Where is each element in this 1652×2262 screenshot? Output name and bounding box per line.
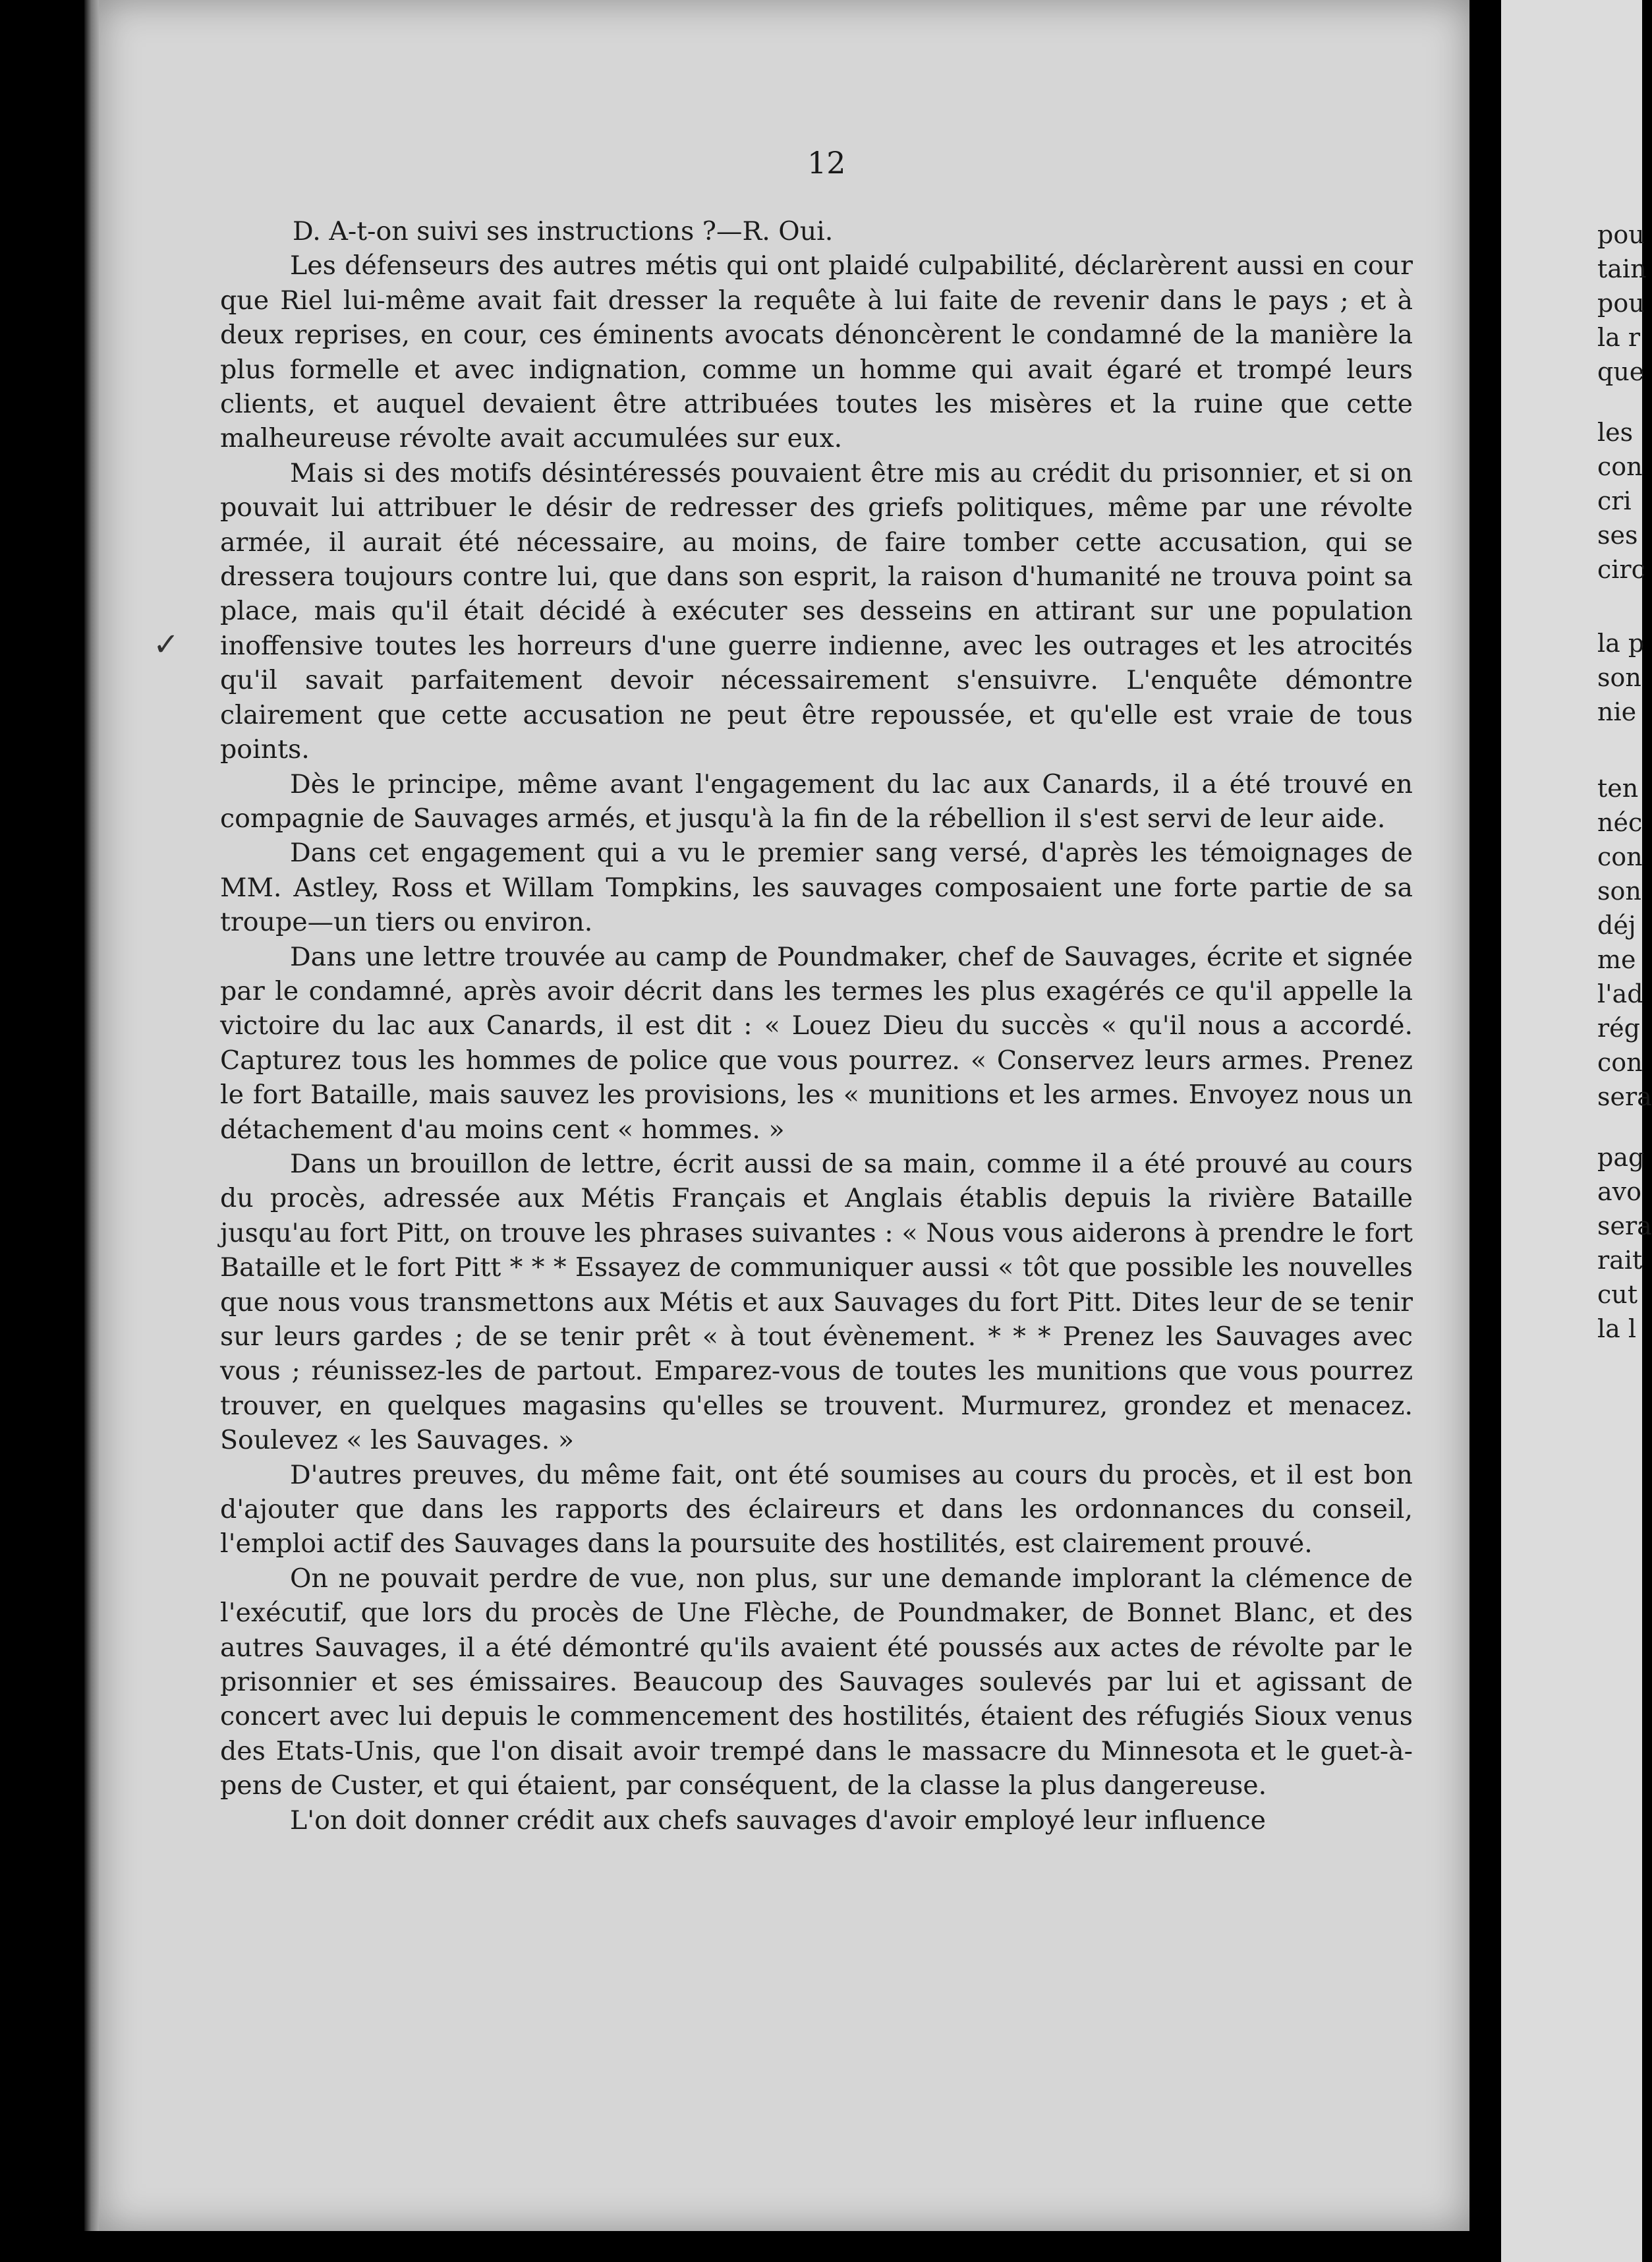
facing-line: cut bbox=[1597, 1280, 1638, 1309]
facing-line: cri bbox=[1597, 486, 1632, 515]
book-gutter bbox=[1469, 0, 1501, 2262]
facing-line: avo bbox=[1597, 1177, 1642, 1206]
facing-line: nie bbox=[1597, 697, 1637, 726]
margin-check-mark: ✓ bbox=[153, 626, 180, 663]
facing-line: ten bbox=[1597, 774, 1639, 803]
facing-line: con bbox=[1597, 452, 1643, 481]
facing-line: que bbox=[1597, 357, 1645, 386]
facing-line: pou bbox=[1597, 289, 1645, 318]
page-body-text bbox=[220, 214, 1413, 1838]
facing-line: con bbox=[1597, 842, 1643, 871]
facing-line: la r bbox=[1597, 323, 1641, 352]
facing-line: l'ad bbox=[1597, 979, 1643, 1008]
facing-line: sera bbox=[1597, 1082, 1652, 1111]
facing-line: pou bbox=[1597, 220, 1645, 249]
facing-line: rait bbox=[1597, 1246, 1643, 1275]
facing-line: néc bbox=[1597, 808, 1643, 837]
facing-line: sera bbox=[1597, 1211, 1652, 1240]
facing-line: son bbox=[1597, 663, 1641, 692]
paragraph: D'autres preuves, du même fait, ont été soumises au cours du procès, et il est bon d'ajouter que dans les rapports des éclaireurs et dans les ordonnances du conseil, l'emploi actif des Sauvages dans la poursuite des hostilités, est clairement prouvé. bbox=[220, 1459, 1413, 1559]
facing-line: la p bbox=[1597, 629, 1645, 658]
paragraph: Dans une lettre trouvée au camp de Poundmaker, chef de Sauvages, écrite et signée par le condamné, après avoir décrit dans les termes les plus exagérés ce qu'il appelle la victoire du lac aux Canards, il est dit : « Louez Dieu du succès « qu'il nous a accordé. Capturez tous les hommes de police que vous pourrez. « Conservez leurs armes. Prenez le fort Bataille, mais sauvez les provisions, les « munitions et les armes. Envoyez nous un détachement d'au moins cent « hommes. » bbox=[220, 941, 1413, 1145]
facing-line: les bbox=[1597, 418, 1634, 447]
paragraph: D. A-t-on suivi ses instructions ?—R. Oui. bbox=[293, 216, 834, 246]
facing-line: pag bbox=[1597, 1143, 1645, 1172]
paragraph: Dès le principe, même avant l'engagement du lac aux Canards, il a été trouvé en compagnie de Sauvages armés, et jusqu'à la fin de la rébellion il s'est servi de leur aide. bbox=[220, 768, 1413, 834]
facing-line: déj bbox=[1597, 911, 1636, 940]
page-number: 12 bbox=[807, 145, 846, 181]
paragraph: Mais si des motifs désintéressés pouvaient être mis au crédit du prisonnier, et si on pouvait lui attribuer le désir de redresser des griefs politiques, même par une révolte armée, il aurait été nécessaire, au moins, de faire tomber cette accusation, qui se dressera toujours contre lui, que dans son esprit, la raison d'humanité ne trouva point sa place, mais qu'il était décidé à exécuter ses desseins en attirant sur une population inoffensive toutes les horreurs d'une guerre indienne, avec les outrages et les atrocités qu'il savait parfaitement devoir nécessairement s'ensuivre. L'enquête démontre clairement que cette accusation ne peut être repoussée, et qu'elle est vraie de tous points. bbox=[220, 457, 1413, 765]
facing-line: me bbox=[1597, 945, 1636, 974]
facing-line: la l bbox=[1597, 1314, 1637, 1343]
paragraph: Dans un brouillon de lettre, écrit aussi de sa main, comme il a été prouvé au cours du procès, adressée aux Métis Français et Anglais établis depuis la rivière Bataille jusqu'au fort Pitt, on trouve les phrases suivantes : « Nous vous aiderons à prendre le fort Bataille et le fort Pitt * * * Essayez de communiquer aussi « tôt que possible les nouvelles que nous vous transmettons aux Métis et aux Sauvages du fort Pitt. Dites leur de se tenir sur leurs gardes ; de se tenir prêt « à tout évènement. * * * Prenez les Sauvages avec vous ; réunissez-les de partout. Emparez-vous de toutes les munitions que vous pourrez trouver, en quelques magasins qu'elles se trouvent. Murmurez, grondez et menacez. Soulevez « les Sauvages. » bbox=[220, 1148, 1413, 1456]
paragraph: On ne pouvait perdre de vue, non plus, sur une demande implorant la clémence de l'exécutif, que lors du procès de Une Flèche, de Poundmaker, de Bonnet Blanc, et des autres Sauvages, il a été démontré qu'ils avaient été poussés aux actes de révolte par le prisonnier et ses émissaires. Beaucoup des Sauvages soulevés par lui et agissant de concert avec lui depuis le commencement des hostilités, étaient des réfugiés Sioux venus des Etats-Unis, que l'on disait avoir trempé dans le massacre du Minnesota et le guet-à-pens de Custer, et qui étaient, par conséquent, de la classe la plus dangereuse. bbox=[220, 1563, 1413, 1801]
paragraph: L'on doit donner crédit aux chefs sauvages d'avoir employé leur influence bbox=[290, 1805, 1266, 1836]
facing-line: tain bbox=[1597, 254, 1647, 283]
paragraph: Les défenseurs des autres métis qui ont plaidé culpabilité, déclarèrent aussi en cour que Riel lui-même avait fait dresser la requête à lui faite de revenir dans le pays ; et à deux reprises, en cour, ces éminents avocats dénoncèrent le condamné de la manière la plus formelle et avec indignation, comme un homme qui avait égaré et trompé leurs clients, et auquel devaient être attribuées toutes les misères et la ruine que cette malheureuse révolte avait accumulées sur eux. bbox=[220, 250, 1413, 454]
facing-line: con bbox=[1597, 1048, 1643, 1077]
paragraph: Dans cet engagement qui a vu le premier sang versé, d'après les témoignages de MM. Astley, Ross et Willam Tompkins, les sauvages composaient une forte partie de sa troupe—un tiers ou environ. bbox=[220, 838, 1413, 938]
facing-line: circ bbox=[1597, 555, 1645, 584]
facing-line: son bbox=[1597, 877, 1641, 906]
facing-line: ses bbox=[1597, 521, 1638, 550]
facing-line: rég bbox=[1597, 1014, 1640, 1043]
